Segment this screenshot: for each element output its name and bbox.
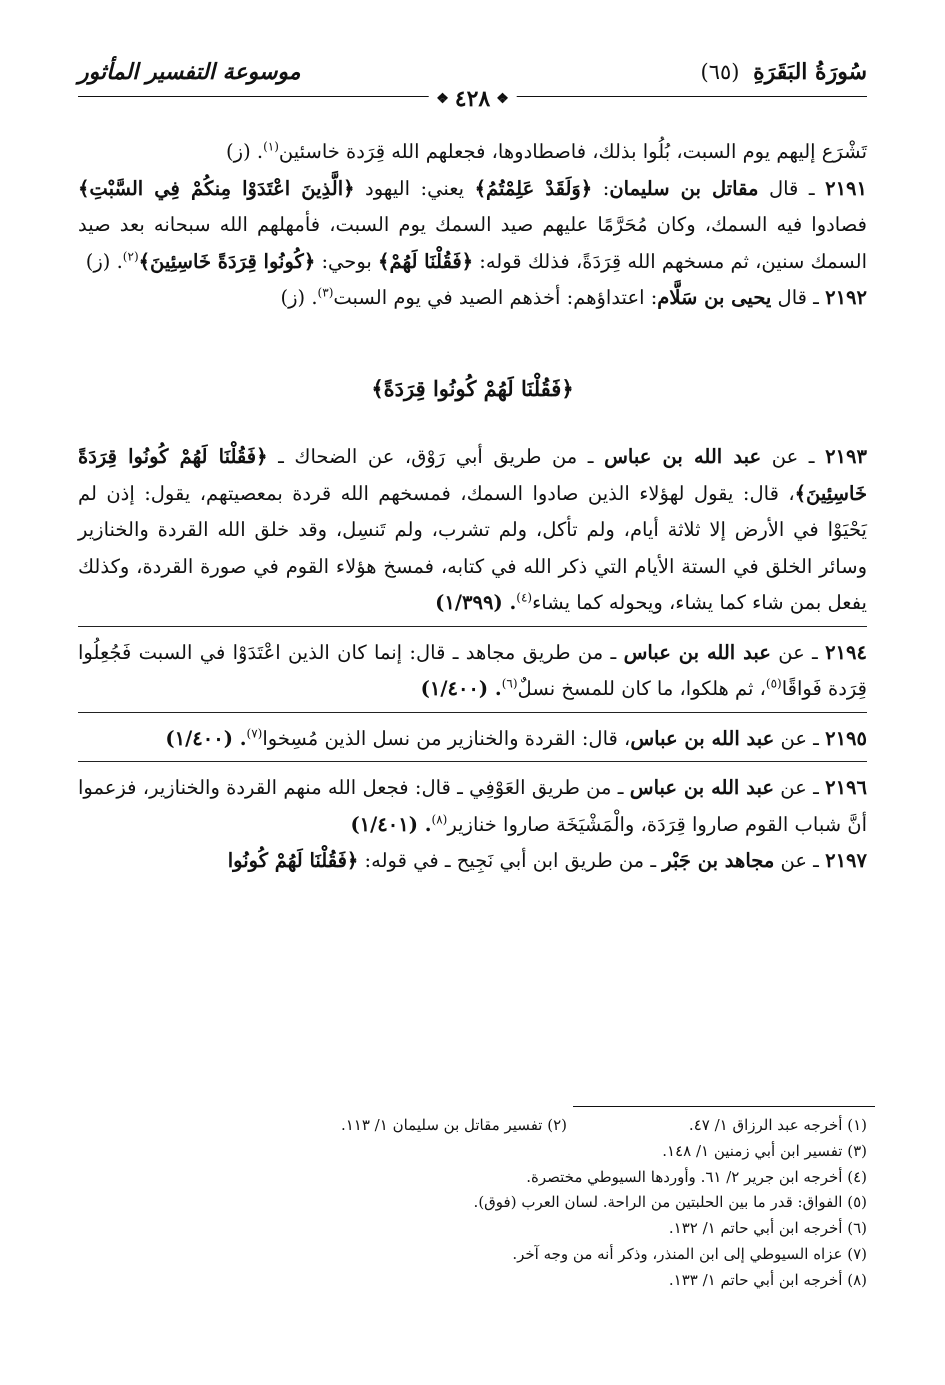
entry-2197	[78, 843, 867, 880]
footnote-rule	[573, 1106, 875, 1107]
entry-text: ـ عن	[774, 726, 826, 750]
quran-quote: ﴿وَلَقَدْ عَلِمْتُمُ﴾	[474, 176, 593, 200]
entry-text: بوحي:	[315, 249, 379, 273]
narrator-name: مقاتل بن سليمان	[609, 176, 759, 200]
entry-text: ـ عن	[761, 445, 826, 468]
volume-reference: . (١/٤٠١)	[350, 812, 432, 836]
entry-number: ٢١٩٦	[825, 776, 867, 799]
main-text	[78, 134, 867, 880]
volume-reference: . (١/٣٩٩)	[435, 591, 517, 614]
verse-number: (٦٥)	[700, 60, 740, 84]
entry-text: ـ قال	[771, 286, 826, 309]
narrator-name: عبد الله بن عباس	[604, 445, 762, 468]
quran-quote: ﴿فَقُلْنَا لَهُمْ﴾	[378, 249, 474, 273]
entry-number: ٢١٩٧	[825, 849, 867, 872]
entry-text: :	[592, 176, 610, 200]
narrator-name: عبد الله بن عباس	[630, 726, 775, 750]
narrator-name: مجاهد بن جَبْر	[662, 849, 775, 872]
book-title: موسوعة التفسير المأثور	[78, 59, 301, 85]
footnote-4: (٤) أخرجه ابن جرير ٢/ ٦١. وأوردها السيوطي مختصرة.	[526, 1167, 867, 1186]
entry-text: ـ عن	[774, 849, 826, 872]
entry-2195	[78, 721, 867, 758]
quran-quote: ﴿الَّذِينَ اعْتَدَوْا مِنكُمْ فِي السَّبْتِ﴾	[78, 176, 355, 200]
footnote-8: (٨) أخرجه ابن أبي حاتم ١/ ١٣٣.	[668, 1270, 867, 1289]
footnote-5: (٥) الفواق: قدر ما بين الحلبتين من الراحة. لسان العرب (فوق).	[473, 1193, 867, 1212]
ornament-icon: ❖	[436, 91, 449, 107]
ornament-icon: ❖	[496, 91, 509, 107]
quran-quote: ﴿فَقُلْنَا لَهُمْ كُونُوا	[227, 849, 359, 872]
footnote-3: (٣) تفسير ابن أبي زمنين ١/ ١٤٨.	[662, 1141, 867, 1160]
entry-2191	[78, 171, 867, 281]
page-number: ٤٢٨	[454, 86, 491, 112]
footnote-marker: (١)	[263, 139, 279, 154]
entry-2194	[78, 635, 867, 708]
entry-number: ٢١٩١	[825, 176, 867, 200]
footnote-2: (٢) تفسير مقاتل بن سليمان ١/ ١١٣.	[340, 1116, 567, 1134]
entry-tail: . (ز)	[226, 140, 264, 163]
entry-divider	[78, 761, 867, 762]
quran-quote: ﴿كُونُوا قِرَدَةً خَاسِئِينَ﴾	[138, 249, 316, 273]
footnote-marker: (٣)	[317, 285, 334, 300]
entry-text: ـ قال	[758, 176, 826, 200]
entry-number: ٢١٩٤	[825, 640, 867, 664]
entry-2196	[78, 770, 867, 843]
surah-name: سُورَةُ البَقَرَةِ	[753, 59, 867, 85]
narrator-name: عبد الله بن عباس	[629, 776, 774, 799]
entry-divider	[78, 712, 867, 713]
entry-number: ٢١٩٢	[825, 286, 867, 309]
entry-text: ـ من طريق أبي رَوْق، عن الضحاك ـ	[267, 445, 605, 468]
entry-continuation	[78, 134, 867, 171]
footnote-marker: (٦)	[501, 676, 518, 691]
footnote-marker: (٢)	[122, 249, 139, 263]
footnote-marker: (٨)	[431, 812, 448, 826]
entry-text: ، قال: يقول لهؤلاء الذين صادوا السمك، فمسخهم الله قردة بمعصيتهم، يقول: إذن لم يَحْيَوْا في الأرض إلا ثلاثة أيام، ولم تأكل، ولم تشرب، ولم تَنسِل، وقد خلق الله القردة والخنازير وسائر الخلق في الستة الأيام التي ذكر الله في كتابه، فمسخ هؤلاء القوم في صورة القردة، وكذلك يفعل بمن شاء كما يشاء، ويحوله كما يشاء	[78, 481, 867, 614]
entry-tail: . (ز)	[85, 249, 123, 273]
footnotes	[78, 1113, 867, 1294]
page-number-box	[428, 86, 517, 112]
volume-reference: . (١/٤٠٠)	[420, 677, 502, 700]
footnote-row	[78, 1113, 867, 1139]
narrator-name: عبد الله بن عباس	[623, 640, 771, 664]
footnote-1: (١) أخرجه عبد الرزاق ١/ ٤٧.	[688, 1116, 867, 1134]
surah-title	[701, 59, 868, 85]
entry-text: ـ عن	[770, 640, 826, 664]
section-heading: ﴿فَقُلْنَا لَهُمْ كُونُوا قِرَدَةً﴾	[371, 375, 574, 401]
entry-text: فصادوا فيه السمك، وكان مُحَرَّمًا عليهم صيد السمك يوم السبت، فأمهلهم الله سبحانه بعد صيد السمك سنين، ثم مسخهم الله قِرَدَةً، فذلك قوله:	[78, 213, 867, 273]
entry-2193	[78, 439, 867, 622]
entry-tail: . (ز)	[280, 286, 318, 309]
entry-text: : اعتداؤهم: أخذهم الصيد في يوم السبت	[333, 286, 658, 309]
volume-reference: . (١/٤٠٠)	[165, 726, 247, 750]
entry-text: ـ من طريق مجاهد ـ قال: إنما كان الذين اعْتَدَوْا في السبت فَجُعِلُوا قِرَدة فَواقًا	[78, 640, 867, 700]
narrator-name: يحيى بن سَلَّام	[657, 286, 772, 309]
entry-divider	[78, 626, 867, 627]
footnote-6: (٦) أخرجه ابن أبي حاتم ١/ ١٣٢.	[668, 1219, 867, 1238]
entry-text: ـ من طريق ابن أبي نَجِيح ـ في قوله:	[358, 849, 663, 872]
entry-2192	[78, 280, 867, 317]
entry-number: ٢١٩٣	[825, 445, 867, 468]
entry-text: ـ من طريق العَوْفِي ـ قال: فجعل الله منهم القردة والخنازير، فزعموا أنَّ شباب القوم صاروا قِرَدَة، والْمَشْيَخَة صاروا خنازير	[78, 776, 867, 836]
entry-number: ٢١٩٥	[825, 726, 867, 750]
entry-text: تَشْرَع إليهم يوم السبت، بُلُوا بذلك، فاصطادوها، فجعلهم الله قِرَدة خاسئين	[278, 140, 867, 163]
entry-text: ، ثم هلكوا، ما كان للمسخ نسلٌ	[517, 677, 766, 700]
footnote-marker: (٤)	[516, 590, 533, 605]
footnote-marker: (٥)	[765, 676, 782, 691]
footnote-marker: (٧)	[246, 726, 263, 740]
footnote-7: (٧) عزاه السيوطي إلى ابن المنذر، وذكر أنه من وجه آخر.	[512, 1244, 867, 1263]
entry-text: ، قال: القردة والخنازير من نسل الذين مُسِخوا	[262, 726, 631, 750]
entry-text: يعني: اليهود	[354, 176, 475, 200]
entry-text: ـ عن	[774, 776, 826, 799]
quran-quote: ﴿فَقُلْنَا لَهُمْ كُونُوا قِرَدَةً خَاسِئِينَ﴾	[78, 445, 867, 505]
